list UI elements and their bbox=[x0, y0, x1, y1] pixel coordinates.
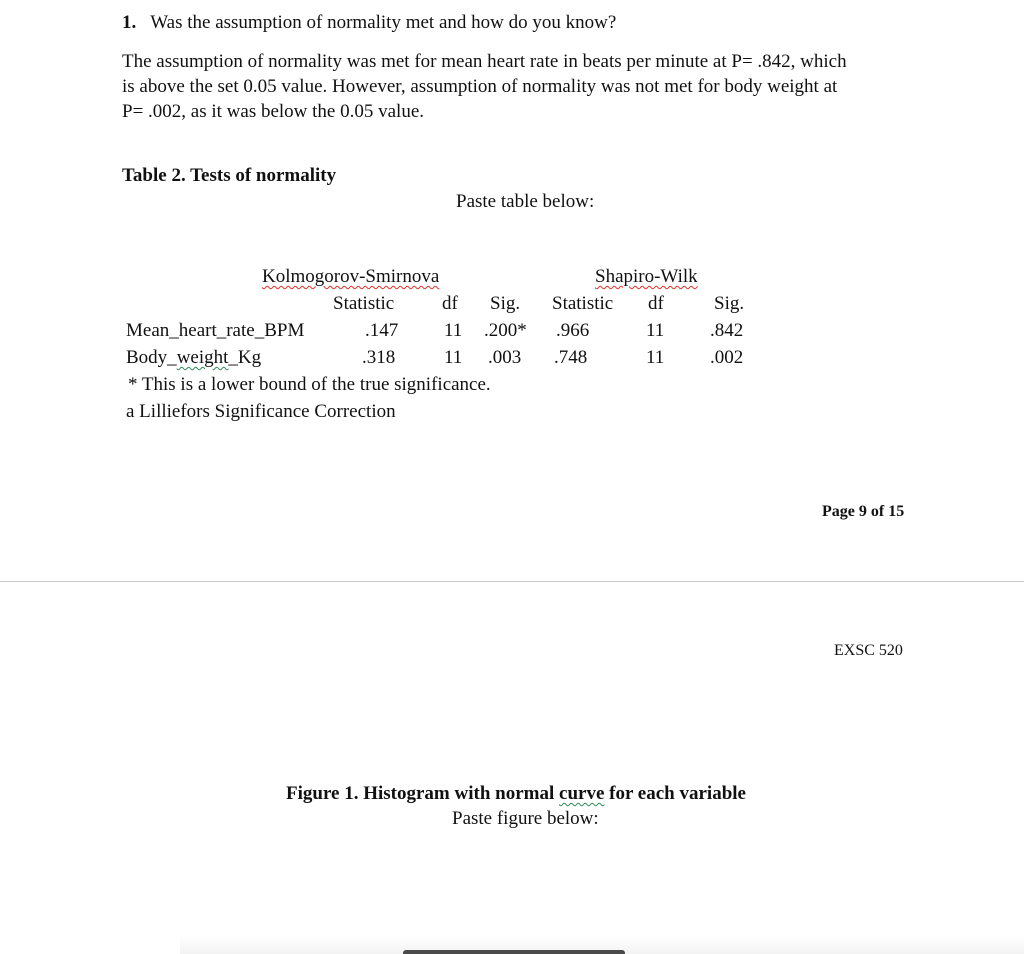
figure-caption bbox=[286, 783, 746, 805]
figure-caption-part: Figure 1. Histogram with normal bbox=[286, 783, 560, 804]
page-break-divider bbox=[0, 581, 1024, 582]
col-header-ks-sig: Sig. bbox=[490, 293, 521, 314]
col-header-ks-statistic: Statistic bbox=[333, 293, 395, 314]
question-heading bbox=[122, 12, 616, 34]
cell-sw-df: 11 bbox=[646, 320, 665, 341]
col-header-ks-df: df bbox=[442, 293, 458, 314]
row-label-mean-heart-rate: Mean_heart_rate_BPM bbox=[126, 320, 305, 341]
cell-sw-sig: .842 bbox=[710, 320, 744, 341]
ks-header-text: Kolmogorov-Smirnova bbox=[262, 266, 440, 287]
answer-line-3: P= .002, as it was below the 0.05 value. bbox=[122, 101, 425, 122]
answer-line-2: is above the set 0.05 value. However, assumption of normality was not met for body weight at bbox=[122, 76, 838, 97]
row-label-body-weight bbox=[126, 347, 261, 369]
cell-sw-sig: .002 bbox=[710, 347, 744, 368]
cell-ks-statistic: .318 bbox=[362, 347, 396, 368]
cell-ks-sig: .003 bbox=[488, 347, 522, 368]
table-footnote-1: * This is a lower bound of the true significance. bbox=[128, 374, 491, 395]
cell-sw-statistic: .748 bbox=[554, 347, 588, 368]
cell-sw-df: 11 bbox=[646, 347, 665, 368]
cell-ks-sig: .200* bbox=[484, 320, 527, 341]
row-label-part: weight bbox=[176, 347, 229, 368]
question-number: 1. bbox=[122, 12, 137, 33]
answer-line-1: The assumption of normality was met for mean heart rate in beats per minute at P= .842, which bbox=[122, 51, 847, 72]
question-text: Was the assumption of normality met and how do you know? bbox=[150, 12, 617, 33]
course-code-header: EXSC 520 bbox=[834, 642, 903, 659]
sw-header-text: Shapiro-Wilk bbox=[595, 266, 698, 287]
row-label-part: _Kg bbox=[228, 347, 262, 368]
page-number: Page 9 of 15 bbox=[822, 503, 905, 520]
table-caption: Table 2. Tests of normality bbox=[122, 165, 337, 186]
horizontal-scrollbar[interactable] bbox=[403, 950, 625, 954]
answer-paragraph bbox=[122, 49, 912, 124]
figure-caption-part: curve bbox=[559, 783, 605, 804]
paste-table-label: Paste table below: bbox=[456, 191, 595, 212]
cell-sw-statistic: .966 bbox=[556, 320, 590, 341]
col-header-sw-sig: Sig. bbox=[714, 293, 745, 314]
sw-group-header bbox=[595, 266, 698, 288]
table-footnote-2: a Lilliefors Significance Correction bbox=[126, 401, 396, 422]
cell-ks-df: 11 bbox=[444, 347, 463, 368]
col-header-sw-df: df bbox=[648, 293, 664, 314]
cell-ks-statistic: .147 bbox=[365, 320, 399, 341]
cell-ks-df: 11 bbox=[444, 320, 463, 341]
ks-group-header bbox=[262, 266, 439, 288]
row-label-part: Body_ bbox=[126, 347, 177, 368]
figure-caption-part: for each variable bbox=[604, 783, 746, 804]
paste-figure-label: Paste figure below: bbox=[452, 808, 599, 829]
col-header-sw-statistic: Statistic bbox=[552, 293, 614, 314]
